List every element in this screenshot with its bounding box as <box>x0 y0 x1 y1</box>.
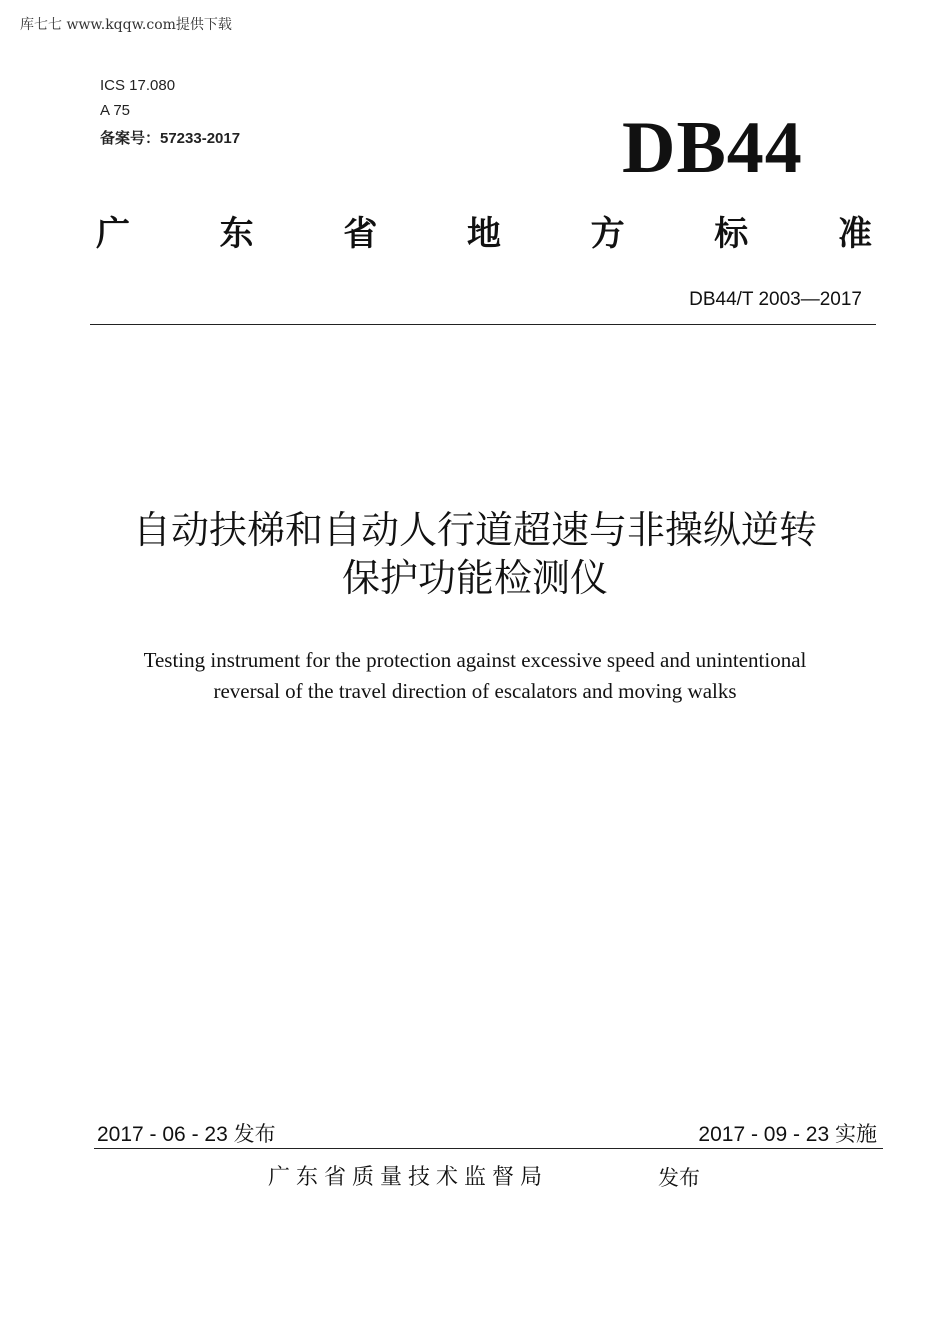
ics-code: ICS 17.080 <box>100 77 176 94</box>
publish-date: 2017 - 06 - 23 发布 <box>97 1123 276 1146</box>
title-chinese <box>60 506 890 602</box>
title-chinese-line2: 保护功能检测仪 <box>341 556 608 600</box>
implement-date: 2017 - 09 - 23 实施 <box>698 1123 877 1146</box>
standard-type-char: 省 <box>343 214 378 254</box>
filing-number: 备案号：57233-2017 <box>100 130 241 147</box>
standard-type-char: 东 <box>219 214 254 254</box>
issuing-authority: 广东省质量技术监督局 <box>268 1165 549 1190</box>
standard-type-heading <box>96 212 872 256</box>
header-divider <box>90 324 876 325</box>
ccs-code: A 75 <box>100 102 131 119</box>
watermark-text: 库七七 www.kqqw.com提供下载 <box>20 17 232 33</box>
title-english-line1: Testing instrument for the protection against excessive speed and unintentional <box>143 648 807 672</box>
standard-type-char: 标 <box>714 214 749 254</box>
footer-divider <box>94 1148 883 1149</box>
title-english <box>60 645 890 707</box>
standard-type-char: 准 <box>837 214 872 254</box>
title-chinese-line1: 自动扶梯和自动人行道超速与非操纵逆转 <box>132 508 817 552</box>
issue-label: 发布 <box>658 1166 700 1190</box>
db-code-logo: DB44 <box>622 107 803 189</box>
title-english-line2: reversal of the travel direction of escalators and moving walks <box>213 679 737 703</box>
standard-type-char: 方 <box>590 214 625 254</box>
standard-type-char: 广 <box>96 214 130 254</box>
standard-type-char: 地 <box>466 214 501 254</box>
standard-number: DB44/T 2003—2017 <box>689 289 862 310</box>
